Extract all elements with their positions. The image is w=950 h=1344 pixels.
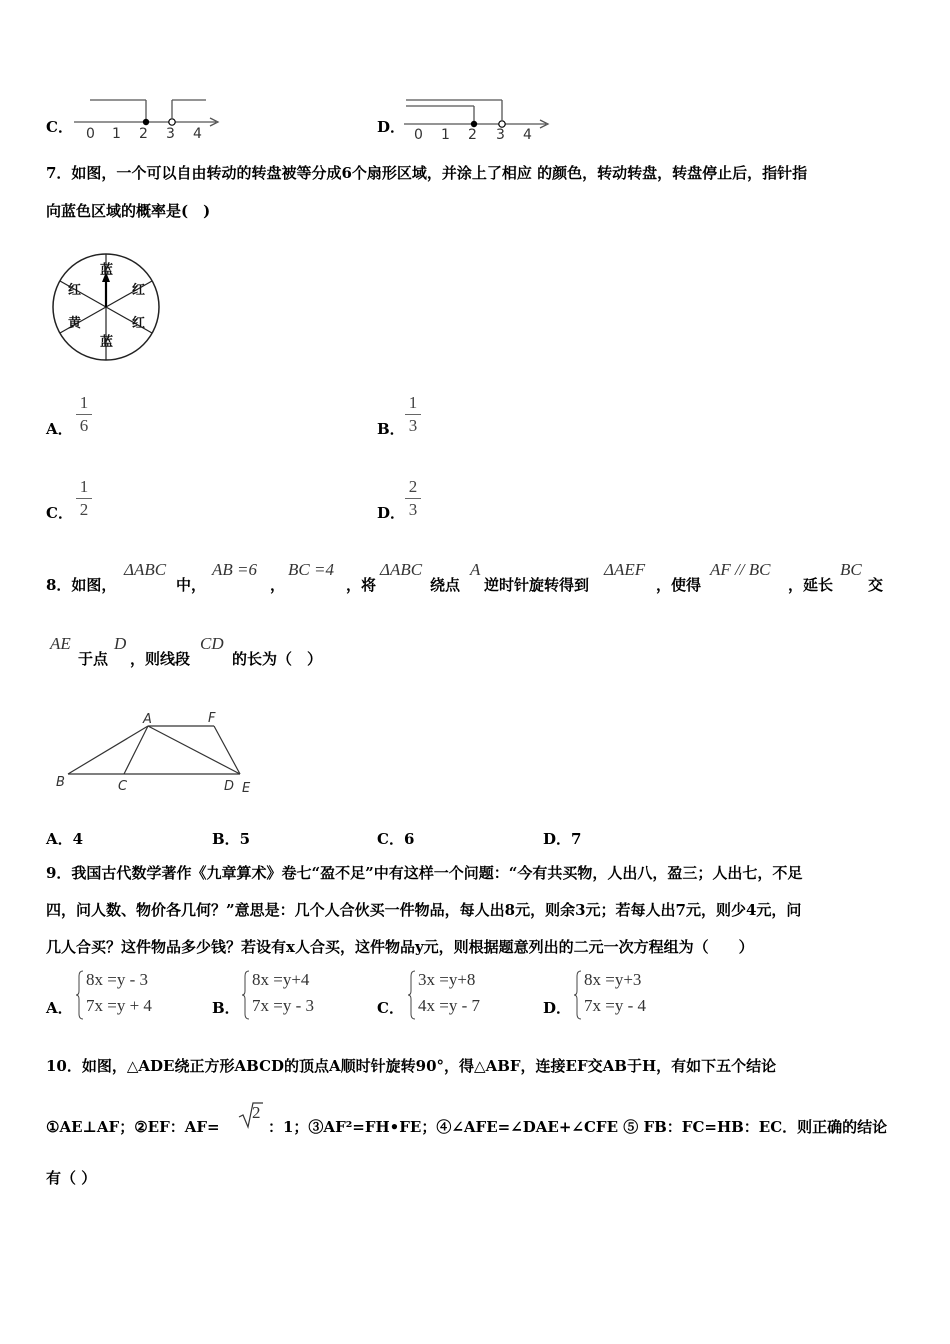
- q8-text: ，则线段: [130, 650, 191, 668]
- fraction-numerator: 1: [79, 477, 89, 496]
- q10-text-line2: [46, 1100, 946, 1140]
- q6-option-d-numberline: [402, 96, 554, 142]
- q9-option-c-label: C．: [377, 999, 404, 1017]
- q7-option-c-fraction: [76, 478, 92, 519]
- q8-math: AE: [50, 634, 71, 653]
- q9-option-a-system: [76, 970, 186, 1024]
- q8-text: 中，: [176, 576, 207, 594]
- q8-text: 于点: [78, 650, 109, 668]
- q9-option-c-system: [408, 970, 518, 1024]
- q10-text-line3: 有（ ）: [46, 1169, 97, 1187]
- q8-text: ，使得: [656, 576, 702, 594]
- q8-triangle-figure: [50, 708, 266, 798]
- point-label: D: [224, 779, 235, 794]
- q8-option-d: D．7: [543, 830, 582, 848]
- sector-label: 红: [132, 283, 146, 298]
- q8-math: CD: [200, 634, 224, 653]
- q8-math: BC: [840, 560, 862, 579]
- sector-label: 蓝: [100, 335, 114, 350]
- q8-text: ，: [270, 576, 286, 594]
- q6-option-c-label: C．: [46, 118, 73, 136]
- q6-option-d-label: D．: [377, 118, 406, 136]
- q7-text-line2: 向蓝色区域的概率是( ): [46, 202, 211, 220]
- q10-text: ：1；③AF²=FH•FE；④∠AFE=∠DAE+∠CFE ⑤ FB：FC=HB：EC．则正确的结论: [268, 1118, 888, 1136]
- q9-text-line3: 几人合买？这件物品多少钱？若设有x人合买，这件物品y元，则根据题意列出的二元一次方程组为（ ）: [46, 938, 754, 956]
- equation: 7x =y - 3: [252, 996, 314, 1015]
- point-label: E: [242, 781, 251, 796]
- q8-text: ，将: [346, 576, 377, 594]
- q9-option-b-label: B．: [212, 999, 240, 1017]
- q8-math: AB =6: [212, 560, 257, 579]
- equation: 7x =y + 4: [86, 996, 152, 1015]
- q7-spinner-wheel: [50, 252, 164, 364]
- tick-label: 0: [86, 126, 95, 142]
- q8-math: BC =4: [288, 560, 334, 579]
- q9-option-a-label: A．: [46, 999, 73, 1017]
- tick-label: 3: [166, 126, 175, 142]
- q7-option-d-label: D．: [377, 504, 406, 522]
- q8-math: ΔABC: [124, 560, 167, 579]
- q8-text-line1: [46, 560, 946, 600]
- q9-option-d-system: [574, 970, 684, 1024]
- sector-label: 红: [132, 316, 146, 331]
- q7-option-c-label: C．: [46, 504, 73, 522]
- point-label: C: [118, 779, 128, 794]
- q8-text: 交: [868, 576, 884, 594]
- q8-math: ΔABC: [380, 560, 423, 579]
- q10-text-line1: 10．如图，△ADE绕正方形ABCD的顶点A顺时针旋转90°，得△ABF，连接EF交AB于H，有如下五个结论: [46, 1057, 777, 1075]
- sector-label: 红: [68, 283, 82, 298]
- tick-label: 2: [139, 126, 148, 142]
- equation: 8x =y+4: [252, 970, 310, 989]
- fraction-numerator: 1: [79, 393, 89, 412]
- q9-option-d-label: D．: [543, 999, 572, 1017]
- q7-option-a-fraction: [76, 394, 92, 435]
- q7-option-b-fraction: [405, 394, 421, 435]
- tick-label: 3: [496, 127, 505, 142]
- q9-text-line1: 9．我国古代数学著作《九章算术》卷七“盈不足”中有这样一个问题：“今有共买物，人出八，盈三；人出七，不足: [46, 864, 803, 882]
- q7-text-line1: 7．如图，一个可以自由转动的转盘被等分成6个扇形区域，并涂上了相应 的颜色，转动转盘，转盘停止后，指针指: [46, 164, 808, 182]
- tick-label: 4: [523, 127, 532, 142]
- q8-text: 逆时针旋转得到: [484, 576, 590, 594]
- q8-text: 8．如图，: [46, 576, 117, 594]
- point-label: F: [208, 711, 216, 726]
- equation: 8x =y+3: [584, 970, 642, 989]
- fraction-numerator: 2: [408, 477, 418, 496]
- q8-math: D: [114, 634, 127, 653]
- tick-label: 4: [193, 126, 202, 142]
- tick-label: 1: [112, 126, 121, 142]
- q8-math: AF // BC: [710, 560, 771, 579]
- q8-option-c: C．6: [377, 830, 415, 848]
- q10-text: ①AE⊥AF；②EF：AF=: [46, 1118, 220, 1136]
- tick-label: 1: [441, 127, 450, 142]
- q7-option-d-fraction: [405, 478, 421, 519]
- tick-label: 2: [468, 127, 477, 142]
- sector-label: 黄: [68, 316, 82, 331]
- q6-option-c-numberline: [72, 96, 222, 142]
- equation: 7x =y - 4: [584, 996, 646, 1015]
- q9-text-line2: 四，问人数、物价各几何？”意思是：几个人合伙买一件物品，每人出8元，则余3元；若每人出7元，则少4元，问: [46, 901, 802, 919]
- q9-option-b-system: [242, 970, 352, 1024]
- equation: 4x =y - 7: [418, 996, 480, 1015]
- q8-math: A: [470, 560, 481, 579]
- equation: 8x =y - 3: [86, 970, 148, 989]
- q8-text: 的长为（ ）: [232, 650, 323, 668]
- fraction-denominator: 3: [408, 416, 418, 435]
- q8-option-b: B．5: [212, 830, 251, 848]
- tick-label: 0: [414, 127, 423, 142]
- sector-label: 蓝: [100, 263, 114, 278]
- q7-option-b-label: B．: [377, 420, 405, 438]
- fraction-denominator: 2: [79, 500, 89, 519]
- q8-math: ΔAEF: [604, 560, 646, 579]
- sqrt-symbol: [238, 1100, 264, 1130]
- sqrt-value: 2: [252, 1103, 261, 1122]
- fraction-numerator: 1: [408, 393, 418, 412]
- q8-text: ，延长: [788, 576, 834, 594]
- q8-option-a: A．4: [46, 830, 84, 848]
- point-label: A: [143, 712, 152, 727]
- fraction-denominator: 3: [408, 500, 418, 519]
- equation: 3x =y+8: [418, 970, 476, 989]
- q7-option-a-label: A．: [46, 420, 73, 438]
- q8-text-line2: [46, 634, 446, 674]
- point-label: B: [56, 775, 65, 790]
- fraction-denominator: 6: [79, 416, 89, 435]
- q8-text: 绕点: [430, 576, 461, 594]
